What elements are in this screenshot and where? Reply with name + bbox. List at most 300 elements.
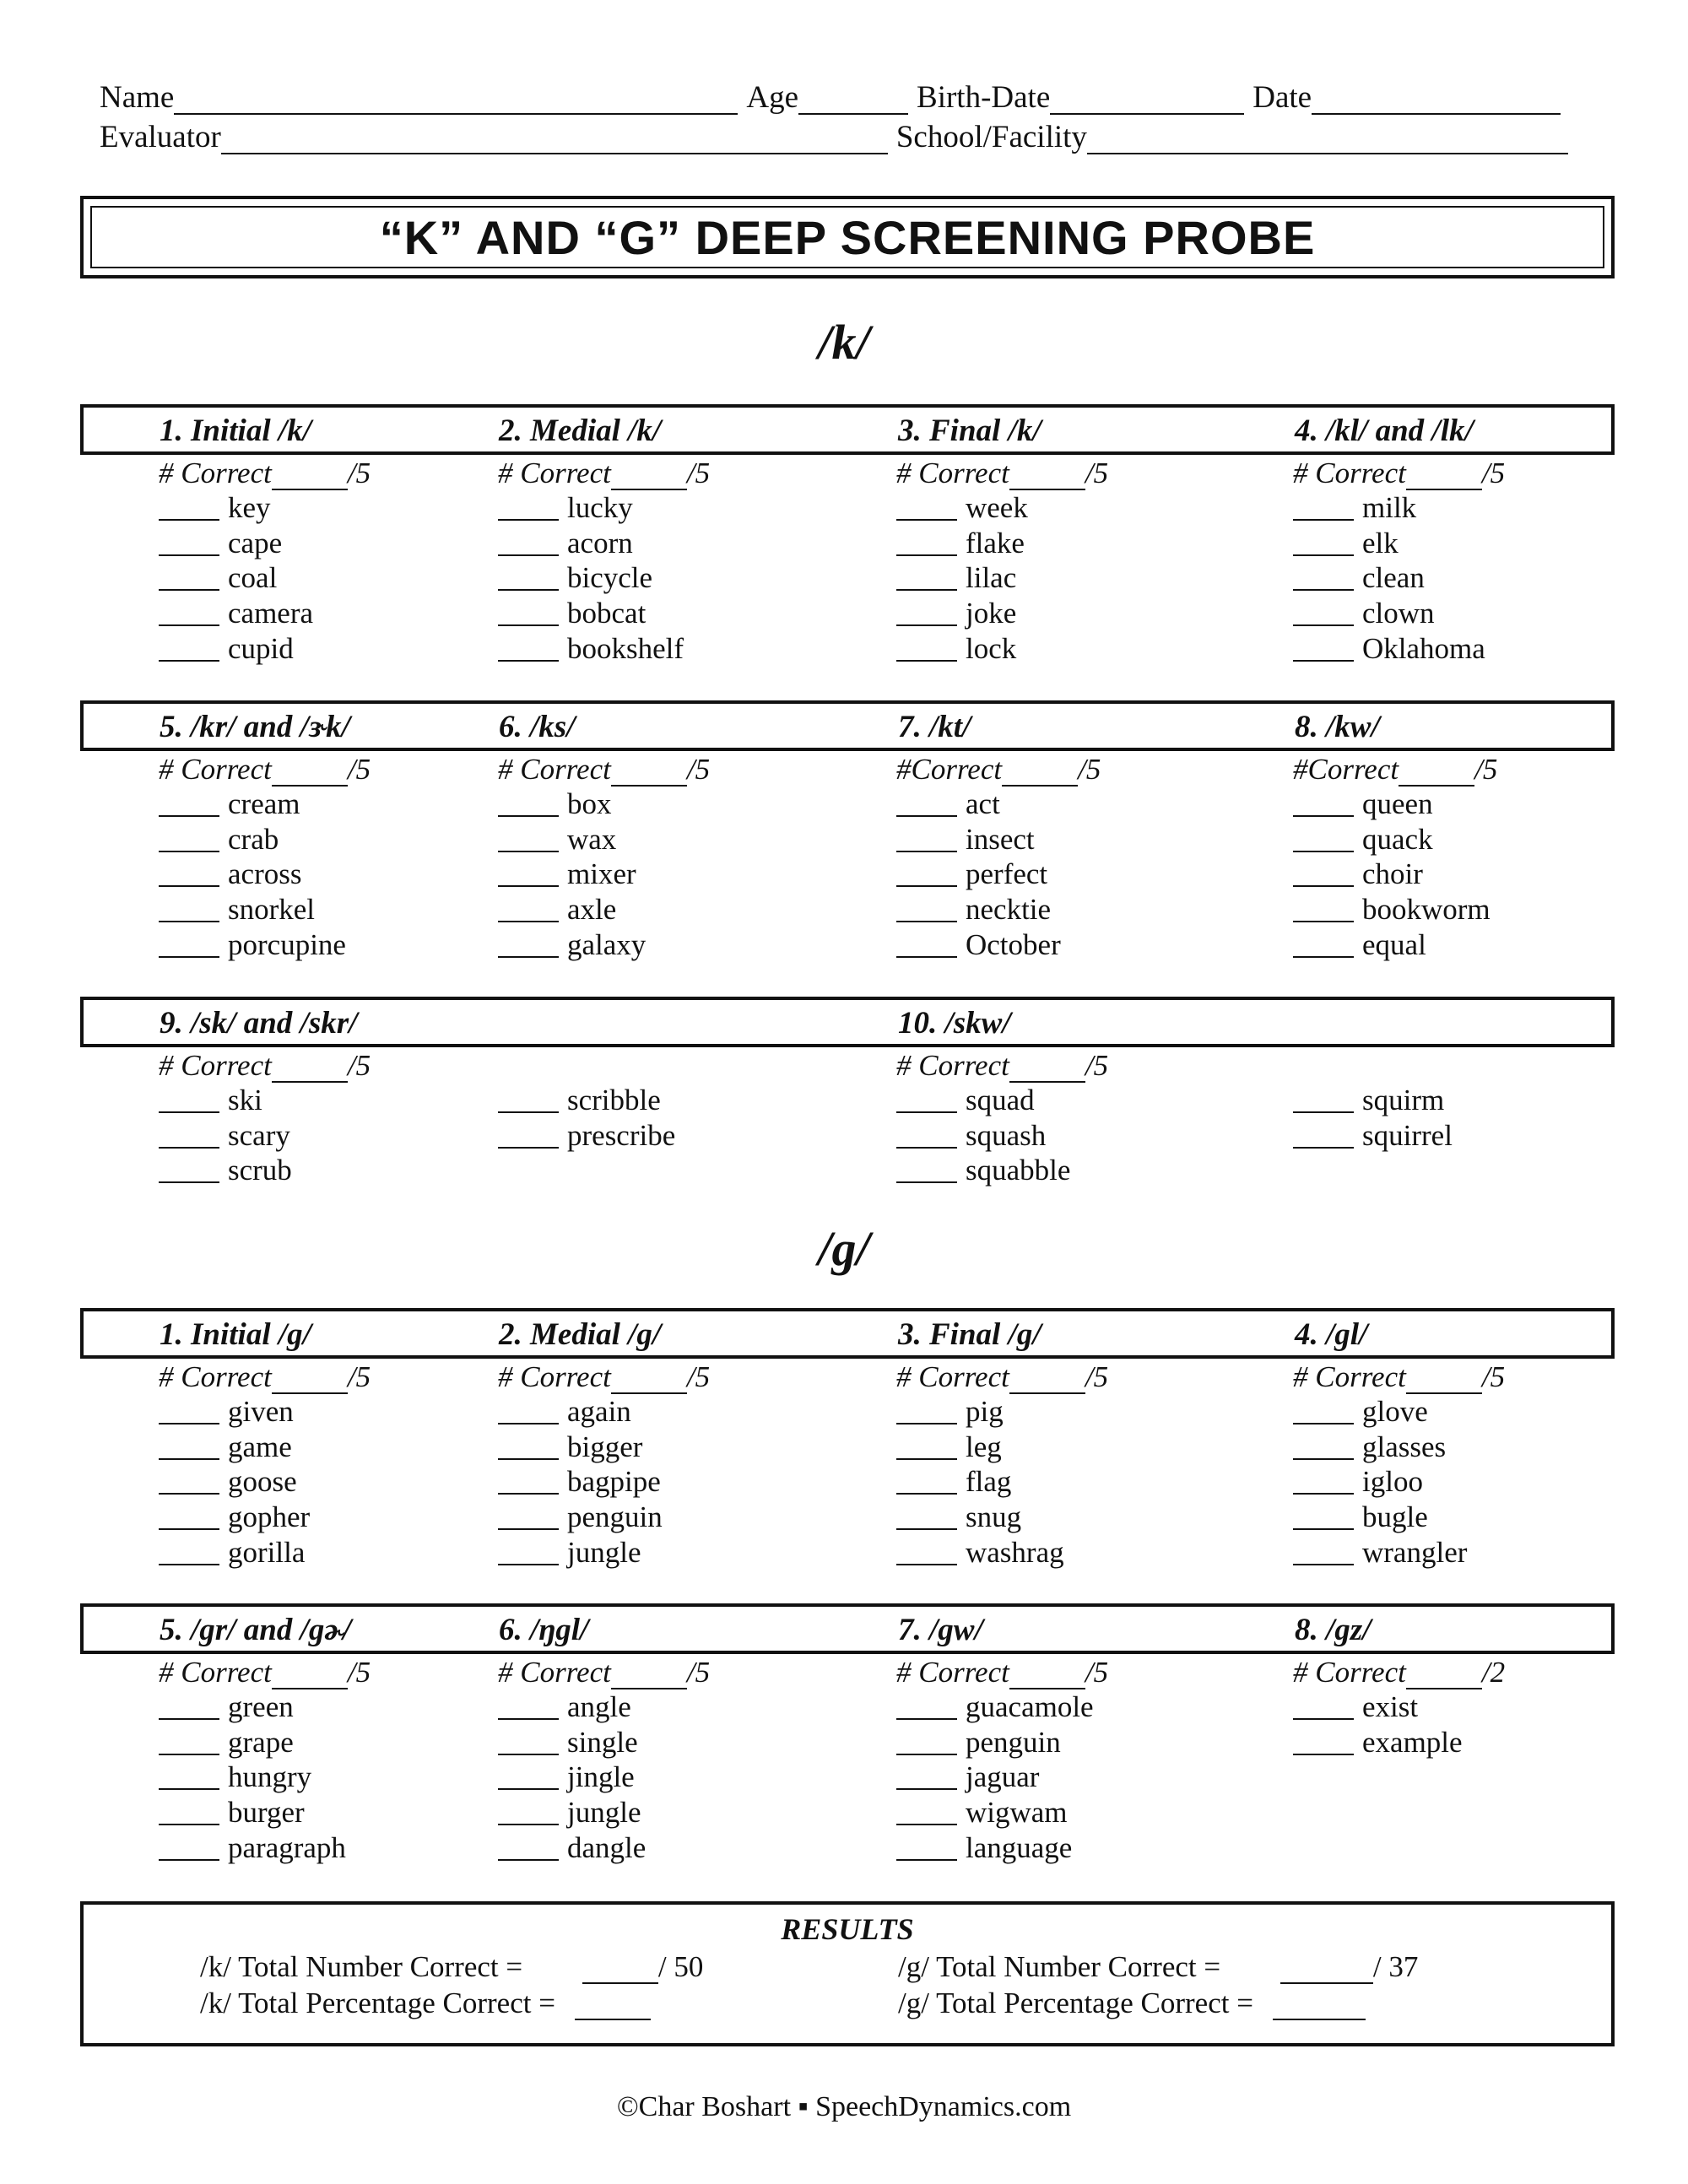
word-text: paragraph <box>228 1830 346 1864</box>
score-field[interactable] <box>1406 1369 1482 1394</box>
word-blank[interactable] <box>1293 792 1354 817</box>
word-item <box>498 1083 675 1118</box>
section-label: 1. Initial /k/ <box>160 414 311 448</box>
total-label: /5 <box>347 1360 371 1393</box>
word-item <box>498 490 710 526</box>
section-label: 5. /kr/ and /ɝk/ <box>160 710 350 744</box>
word-item <box>1293 1430 1505 1465</box>
word-blank[interactable] <box>498 897 559 922</box>
word-blank[interactable] <box>159 1505 219 1530</box>
section-label: 2. Medial /k/ <box>499 414 662 448</box>
word-text: snug <box>966 1500 1022 1534</box>
word-item <box>159 1118 371 1154</box>
word-blank[interactable] <box>498 601 559 626</box>
word-blank[interactable] <box>159 495 219 521</box>
total-label: /5 <box>686 1360 711 1393</box>
correct-line <box>159 1655 371 1689</box>
word-text: bobcat <box>567 597 647 630</box>
word-blank[interactable] <box>896 495 957 521</box>
word-item <box>159 927 371 963</box>
correct-label: # Correct <box>498 457 611 489</box>
correct-label: # Correct <box>159 753 272 786</box>
word-blank[interactable] <box>159 1800 219 1825</box>
word-blank[interactable] <box>159 1835 219 1861</box>
word-blank[interactable] <box>1293 1469 1354 1495</box>
word-blank[interactable] <box>1293 827 1354 852</box>
section-bar <box>80 1308 1615 1359</box>
word-item <box>896 1118 1108 1154</box>
k10-score-field[interactable] <box>1009 1057 1085 1083</box>
section-label: 6. /ks/ <box>499 710 576 744</box>
word-blank[interactable] <box>159 531 219 556</box>
word-blank[interactable] <box>498 495 559 521</box>
word-item <box>896 490 1108 526</box>
score-field[interactable] <box>272 1369 348 1394</box>
section-column <box>498 1655 710 1865</box>
k-pct-field[interactable] <box>575 1995 651 2020</box>
word-blank[interactable] <box>1293 636 1354 662</box>
word-blank[interactable] <box>1293 601 1354 626</box>
word-item <box>1293 490 1505 526</box>
word-item <box>498 1500 710 1535</box>
school-label: School/Facility <box>895 120 1087 154</box>
word-item <box>159 1689 371 1725</box>
section-label: 3. Final /g/ <box>898 1317 1041 1352</box>
word-blank[interactable] <box>896 1399 957 1424</box>
word-blank[interactable] <box>159 565 219 591</box>
birth-date-field[interactable] <box>1050 84 1244 115</box>
word-item <box>1293 857 1497 892</box>
k10-label: 10. /skw/ <box>898 1006 1011 1041</box>
word-blank[interactable] <box>498 1123 559 1149</box>
word-blank[interactable] <box>159 862 219 887</box>
word-text: squash <box>966 1118 1047 1152</box>
word-blank[interactable] <box>159 1765 219 1790</box>
word-text: leg <box>966 1430 1002 1463</box>
word-blank[interactable] <box>1293 1435 1354 1460</box>
word-text: box <box>567 787 612 820</box>
word-blank[interactable] <box>896 636 957 662</box>
score-field[interactable] <box>1009 1664 1085 1689</box>
score-field[interactable] <box>1002 761 1078 787</box>
word-blank[interactable] <box>896 531 957 556</box>
word-blank[interactable] <box>159 933 219 958</box>
word-text: pig <box>966 1395 1004 1428</box>
word-text: wigwam <box>966 1796 1068 1830</box>
age-field[interactable] <box>798 84 908 115</box>
total-label: /2 <box>1481 1656 1506 1689</box>
score-field[interactable] <box>611 1369 687 1394</box>
word-item <box>498 526 710 561</box>
g-pct-label: /g/ Total Percentage Correct = <box>898 1987 1253 2019</box>
word-text: bagpipe <box>567 1465 661 1499</box>
word-blank[interactable] <box>1293 531 1354 556</box>
word-text: grape <box>228 1725 294 1759</box>
word-item <box>159 631 371 667</box>
g-pct-row <box>898 1987 1366 2020</box>
word-blank[interactable] <box>498 1540 559 1565</box>
word-blank[interactable] <box>159 1435 219 1460</box>
word-blank[interactable] <box>498 862 559 887</box>
total-label: /5 <box>1085 1656 1109 1689</box>
word-item <box>159 857 371 892</box>
word-blank[interactable] <box>498 1835 559 1861</box>
correct-line <box>896 1655 1108 1689</box>
score-field[interactable] <box>1009 1369 1085 1394</box>
word-text: across <box>228 857 302 891</box>
evaluator-field[interactable] <box>221 124 888 154</box>
word-blank[interactable] <box>896 1835 957 1861</box>
word-blank[interactable] <box>1293 1399 1354 1424</box>
word-blank[interactable] <box>498 636 559 662</box>
word-blank[interactable] <box>1293 1088 1354 1113</box>
word-item <box>896 1153 1108 1188</box>
title-box <box>80 196 1615 278</box>
word-blank[interactable] <box>896 1088 957 1113</box>
word-blank[interactable] <box>159 1730 219 1755</box>
date-field[interactable] <box>1312 84 1561 115</box>
word-item <box>159 560 371 596</box>
word-text: wax <box>567 822 617 856</box>
word-item <box>159 822 371 857</box>
word-item <box>896 1830 1108 1866</box>
correct-line <box>1293 1655 1505 1689</box>
word-item <box>1293 596 1505 631</box>
word-blank[interactable] <box>896 1469 957 1495</box>
section-column <box>498 752 710 962</box>
total-label: /5 <box>1481 1360 1506 1393</box>
section-bar <box>80 404 1615 455</box>
word-item <box>498 1725 710 1760</box>
word-text: bigger <box>567 1430 643 1463</box>
section-column <box>159 1655 371 1865</box>
word-blank[interactable] <box>1293 897 1354 922</box>
word-text: cupid <box>228 631 294 665</box>
section-label: 7. /kt/ <box>898 710 971 744</box>
g-total-field[interactable] <box>1280 1959 1373 1984</box>
word-blank[interactable] <box>1293 1505 1354 1530</box>
word-text: washrag <box>966 1535 1064 1569</box>
word-item <box>896 1535 1108 1570</box>
word-blank[interactable] <box>896 827 957 852</box>
word-text: bookshelf <box>567 631 684 665</box>
word-blank[interactable] <box>159 601 219 626</box>
word-text: porcupine <box>228 927 346 961</box>
word-item <box>896 1689 1108 1725</box>
footer-copyright: ©Char Boshart ▪ SpeechDynamics.com <box>616 2091 1072 2122</box>
section-bar-k-9-10 <box>80 997 1615 1047</box>
word-item <box>498 892 710 927</box>
results-box <box>80 1901 1615 2046</box>
word-blank[interactable] <box>896 1800 957 1825</box>
word-item <box>159 1153 371 1188</box>
word-item <box>498 596 710 631</box>
word-text: mixer <box>567 857 636 891</box>
word-blank[interactable] <box>896 565 957 591</box>
word-item <box>159 787 371 822</box>
correct-label: # Correct <box>896 1656 1009 1689</box>
word-blank[interactable] <box>159 827 219 852</box>
section-column <box>1293 752 1497 962</box>
word-blank[interactable] <box>159 897 219 922</box>
word-blank[interactable] <box>896 897 957 922</box>
k-total-label: /k/ Total Number Correct = <box>200 1950 523 1983</box>
section-label: 4. /kl/ and /lk/ <box>1295 414 1474 448</box>
word-blank[interactable] <box>1293 1730 1354 1755</box>
word-item <box>1293 1500 1505 1535</box>
section-label: 3. Final /k/ <box>898 414 1041 448</box>
word-blank[interactable] <box>159 1088 219 1113</box>
word-text: guacamole <box>966 1690 1094 1723</box>
word-item <box>1293 1394 1505 1430</box>
word-item <box>896 1083 1108 1118</box>
word-text: hungry <box>228 1760 312 1794</box>
word-blank[interactable] <box>498 565 559 591</box>
word-blank[interactable] <box>159 1158 219 1183</box>
word-blank[interactable] <box>1293 1540 1354 1565</box>
word-text: cream <box>228 787 300 820</box>
school-field[interactable] <box>1087 124 1568 154</box>
total-label: /5 <box>1085 1049 1109 1082</box>
word-item <box>498 1795 710 1830</box>
word-text: jungle <box>567 1796 641 1830</box>
correct-line <box>1293 1360 1505 1394</box>
word-blank[interactable] <box>896 862 957 887</box>
section-label: 2. Medial /g/ <box>499 1317 662 1352</box>
word-text: week <box>966 491 1028 524</box>
section-column <box>1293 456 1505 666</box>
total-label: /5 <box>686 1656 711 1689</box>
word-item <box>896 1725 1108 1760</box>
word-item <box>1293 1689 1505 1725</box>
word-blank[interactable] <box>159 792 219 817</box>
k-total-field[interactable] <box>582 1959 658 1984</box>
word-item <box>1293 1464 1505 1500</box>
word-blank[interactable] <box>498 1800 559 1825</box>
g-pct-field[interactable] <box>1273 1995 1366 2020</box>
score-field[interactable] <box>1399 761 1474 787</box>
score-field[interactable] <box>1009 465 1085 490</box>
correct-line <box>498 456 710 490</box>
k9-score-field[interactable] <box>272 1057 348 1083</box>
word-text: goose <box>228 1465 297 1499</box>
word-item <box>498 857 710 892</box>
section-column <box>498 456 710 666</box>
word-text: gopher <box>228 1500 311 1534</box>
word-blank[interactable] <box>498 1505 559 1530</box>
word-text: scribble <box>567 1084 661 1116</box>
word-blank[interactable] <box>896 1730 957 1755</box>
correct-line <box>498 752 710 787</box>
word-item <box>896 596 1108 631</box>
word-blank[interactable] <box>1293 933 1354 958</box>
score-field[interactable] <box>1406 465 1482 490</box>
correct-label: # Correct <box>896 1360 1009 1393</box>
word-item <box>498 1830 710 1866</box>
word-blank[interactable] <box>1293 1123 1354 1149</box>
score-field[interactable] <box>611 1664 687 1689</box>
word-item <box>896 927 1101 963</box>
word-blank[interactable] <box>498 827 559 852</box>
header-row-1 <box>100 81 1569 115</box>
word-blank[interactable] <box>896 601 957 626</box>
word-item <box>498 822 710 857</box>
word-text: burger <box>228 1796 305 1830</box>
word-item <box>1293 526 1505 561</box>
section-column <box>896 456 1108 666</box>
section-bar <box>80 1603 1615 1654</box>
k9-column-a <box>159 1048 371 1188</box>
word-item <box>896 857 1101 892</box>
word-text: key <box>228 491 271 524</box>
correct-line <box>159 456 371 490</box>
word-blank[interactable] <box>159 1695 219 1720</box>
word-text: given <box>228 1395 294 1428</box>
score-field[interactable] <box>272 761 348 787</box>
section-label: 6. /ŋgl/ <box>499 1613 589 1647</box>
total-label: /5 <box>1078 753 1101 786</box>
total-label: /5 <box>347 1049 371 1082</box>
correct-line <box>498 1360 710 1394</box>
word-text: language <box>966 1830 1073 1864</box>
word-blank[interactable] <box>498 1695 559 1720</box>
word-item <box>896 1500 1108 1535</box>
section-label: 7. /gw/ <box>898 1613 983 1647</box>
word-blank[interactable] <box>159 1469 219 1495</box>
word-text: elk <box>1362 526 1399 560</box>
word-blank[interactable] <box>498 1088 559 1113</box>
correct-line <box>896 456 1108 490</box>
word-text: quack <box>1362 822 1433 856</box>
total-label: /5 <box>347 1656 371 1689</box>
word-text: scary <box>228 1118 290 1152</box>
word-item <box>896 787 1101 822</box>
word-item <box>1293 560 1505 596</box>
correct-label: # Correct <box>498 1656 611 1689</box>
word-item <box>159 1394 371 1430</box>
word-text: bookworm <box>1362 893 1491 927</box>
results-title: RESULTS <box>781 1912 914 1946</box>
word-blank[interactable] <box>896 933 957 958</box>
word-item <box>159 1500 371 1535</box>
correct-label: #Correct <box>1293 753 1399 786</box>
date-label: Date <box>1252 80 1312 115</box>
score-field[interactable] <box>1406 1664 1482 1689</box>
word-text: perfect <box>966 857 1048 891</box>
word-item <box>896 892 1101 927</box>
g-total-row <box>898 1950 1418 1984</box>
total-label: /5 <box>1481 457 1506 489</box>
word-blank[interactable] <box>896 1505 957 1530</box>
word-blank[interactable] <box>896 1765 957 1790</box>
word-text: igloo <box>1362 1465 1423 1499</box>
word-text: coal <box>228 561 278 595</box>
header-row-2 <box>100 121 1577 154</box>
word-text: scrub <box>228 1154 292 1187</box>
word-blank[interactable] <box>498 1765 559 1790</box>
word-text: lucky <box>567 491 633 524</box>
word-item <box>159 892 371 927</box>
word-blank[interactable] <box>498 1435 559 1460</box>
score-field[interactable] <box>272 1664 348 1689</box>
word-blank[interactable] <box>498 1399 559 1424</box>
word-blank[interactable] <box>896 1695 957 1720</box>
section-label: 8. /kw/ <box>1295 710 1380 744</box>
word-blank[interactable] <box>498 933 559 958</box>
word-item <box>896 631 1108 667</box>
word-blank[interactable] <box>159 636 219 662</box>
word-blank[interactable] <box>1293 495 1354 521</box>
word-text: dangle <box>567 1830 647 1864</box>
section-column <box>896 1360 1108 1570</box>
correct-label: # Correct <box>896 1049 1009 1082</box>
word-item <box>498 1430 710 1465</box>
word-text: October <box>966 927 1061 961</box>
section-column <box>159 752 371 962</box>
section-column <box>159 456 371 666</box>
section-label: 8. /gz/ <box>1295 1613 1372 1647</box>
correct-label: # Correct <box>498 1360 611 1393</box>
score-field[interactable] <box>611 761 687 787</box>
word-blank[interactable] <box>896 1123 957 1149</box>
correct-label: # Correct <box>159 457 272 489</box>
word-text: squirrel <box>1362 1118 1453 1152</box>
word-blank[interactable] <box>896 1435 957 1460</box>
word-blank[interactable] <box>896 792 957 817</box>
score-field[interactable] <box>272 465 348 490</box>
correct-line <box>896 1360 1108 1394</box>
name-field[interactable] <box>174 84 738 115</box>
word-text: squad <box>966 1084 1035 1116</box>
word-item <box>1293 631 1505 667</box>
total-label: /5 <box>1085 457 1109 489</box>
word-blank[interactable] <box>498 792 559 817</box>
age-label: Age <box>746 80 799 115</box>
word-blank[interactable] <box>1293 862 1354 887</box>
word-blank[interactable] <box>159 1540 219 1565</box>
word-blank[interactable] <box>1293 565 1354 591</box>
correct-label: # Correct <box>159 1656 272 1689</box>
word-item <box>896 560 1108 596</box>
word-item <box>159 596 371 631</box>
word-text: prescribe <box>567 1118 676 1152</box>
k9-column-b <box>498 1083 675 1153</box>
word-blank[interactable] <box>498 531 559 556</box>
word-text: angle <box>567 1690 631 1723</box>
k-total-den: / 50 <box>657 1950 704 1983</box>
score-field[interactable] <box>611 465 687 490</box>
k10-column-a <box>896 1048 1108 1188</box>
word-blank[interactable] <box>498 1730 559 1755</box>
word-text: lilac <box>966 561 1017 595</box>
word-text: jingle <box>567 1760 635 1794</box>
word-text: flake <box>966 526 1025 560</box>
word-blank[interactable] <box>159 1399 219 1424</box>
word-text: cape <box>228 526 283 560</box>
word-blank[interactable] <box>498 1469 559 1495</box>
word-item <box>896 1760 1108 1795</box>
word-text: insect <box>966 822 1035 856</box>
word-blank[interactable] <box>1293 1695 1354 1720</box>
word-blank[interactable] <box>896 1540 957 1565</box>
word-item <box>896 1795 1108 1830</box>
word-text: necktie <box>966 893 1052 927</box>
word-blank[interactable] <box>159 1123 219 1149</box>
word-text: exist <box>1362 1690 1419 1723</box>
word-item <box>498 560 710 596</box>
word-blank[interactable] <box>896 1158 957 1183</box>
word-text: acorn <box>567 526 633 560</box>
